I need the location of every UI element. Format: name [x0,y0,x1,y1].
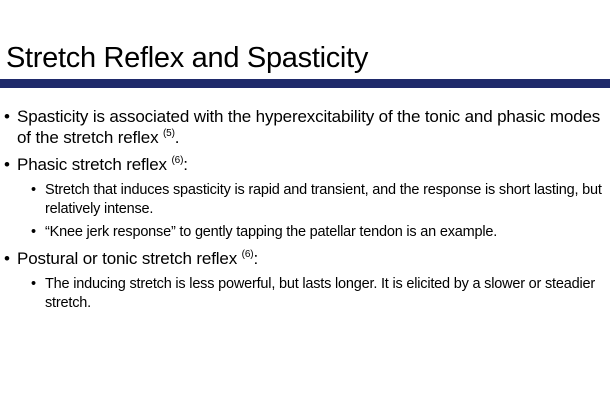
sub-bullet-item [0,275,610,313]
bullet-dot-icon: • [31,224,36,240]
bullet-list [0,106,610,317]
citation-ref: (6) [241,249,254,260]
bullet-dot-icon: • [4,155,10,174]
sub-bullet-text: Stretch that induces spasticity is rapid and transient, and the response is short lasting, but relatively intense. [45,182,602,217]
sub-bullet-item [0,181,610,219]
sub-bullet-text: “Knee jerk response” to gently tapping the patellar tendon is an example. [45,224,498,240]
bullet-text-end: : [253,249,259,268]
bullet-dot-icon: • [31,276,36,292]
bullet-item-phasic [0,154,610,175]
bullet-dot-icon: • [4,107,10,126]
bullet-dot-icon: • [4,249,10,268]
sub-bullet-item [0,223,610,242]
title-underline-bar [0,79,610,88]
citation-ref: (6) [171,155,184,166]
citation-ref: (5) [163,128,175,139]
bullet-text-end: . [174,128,180,147]
bullet-text-end: : [183,155,188,174]
bullet-text: Phasic stretch reflex [17,155,172,174]
sub-bullet-text: The inducing stretch is less powerful, but lasts longer. It is elicited by a slower or steadier stretch. [45,276,595,311]
slide-title: Stretch Reflex and Spasticity [6,42,369,74]
bullet-text: Spasticity is associated with the hyperexcitability of the tonic and phasic modes of the stretch reflex [17,107,601,147]
bullet-item-tonic [0,248,610,269]
bullet-item-spasticity [0,106,610,148]
bullet-dot-icon: • [31,182,36,198]
bullet-text: Postural or tonic stretch reflex [17,249,242,268]
